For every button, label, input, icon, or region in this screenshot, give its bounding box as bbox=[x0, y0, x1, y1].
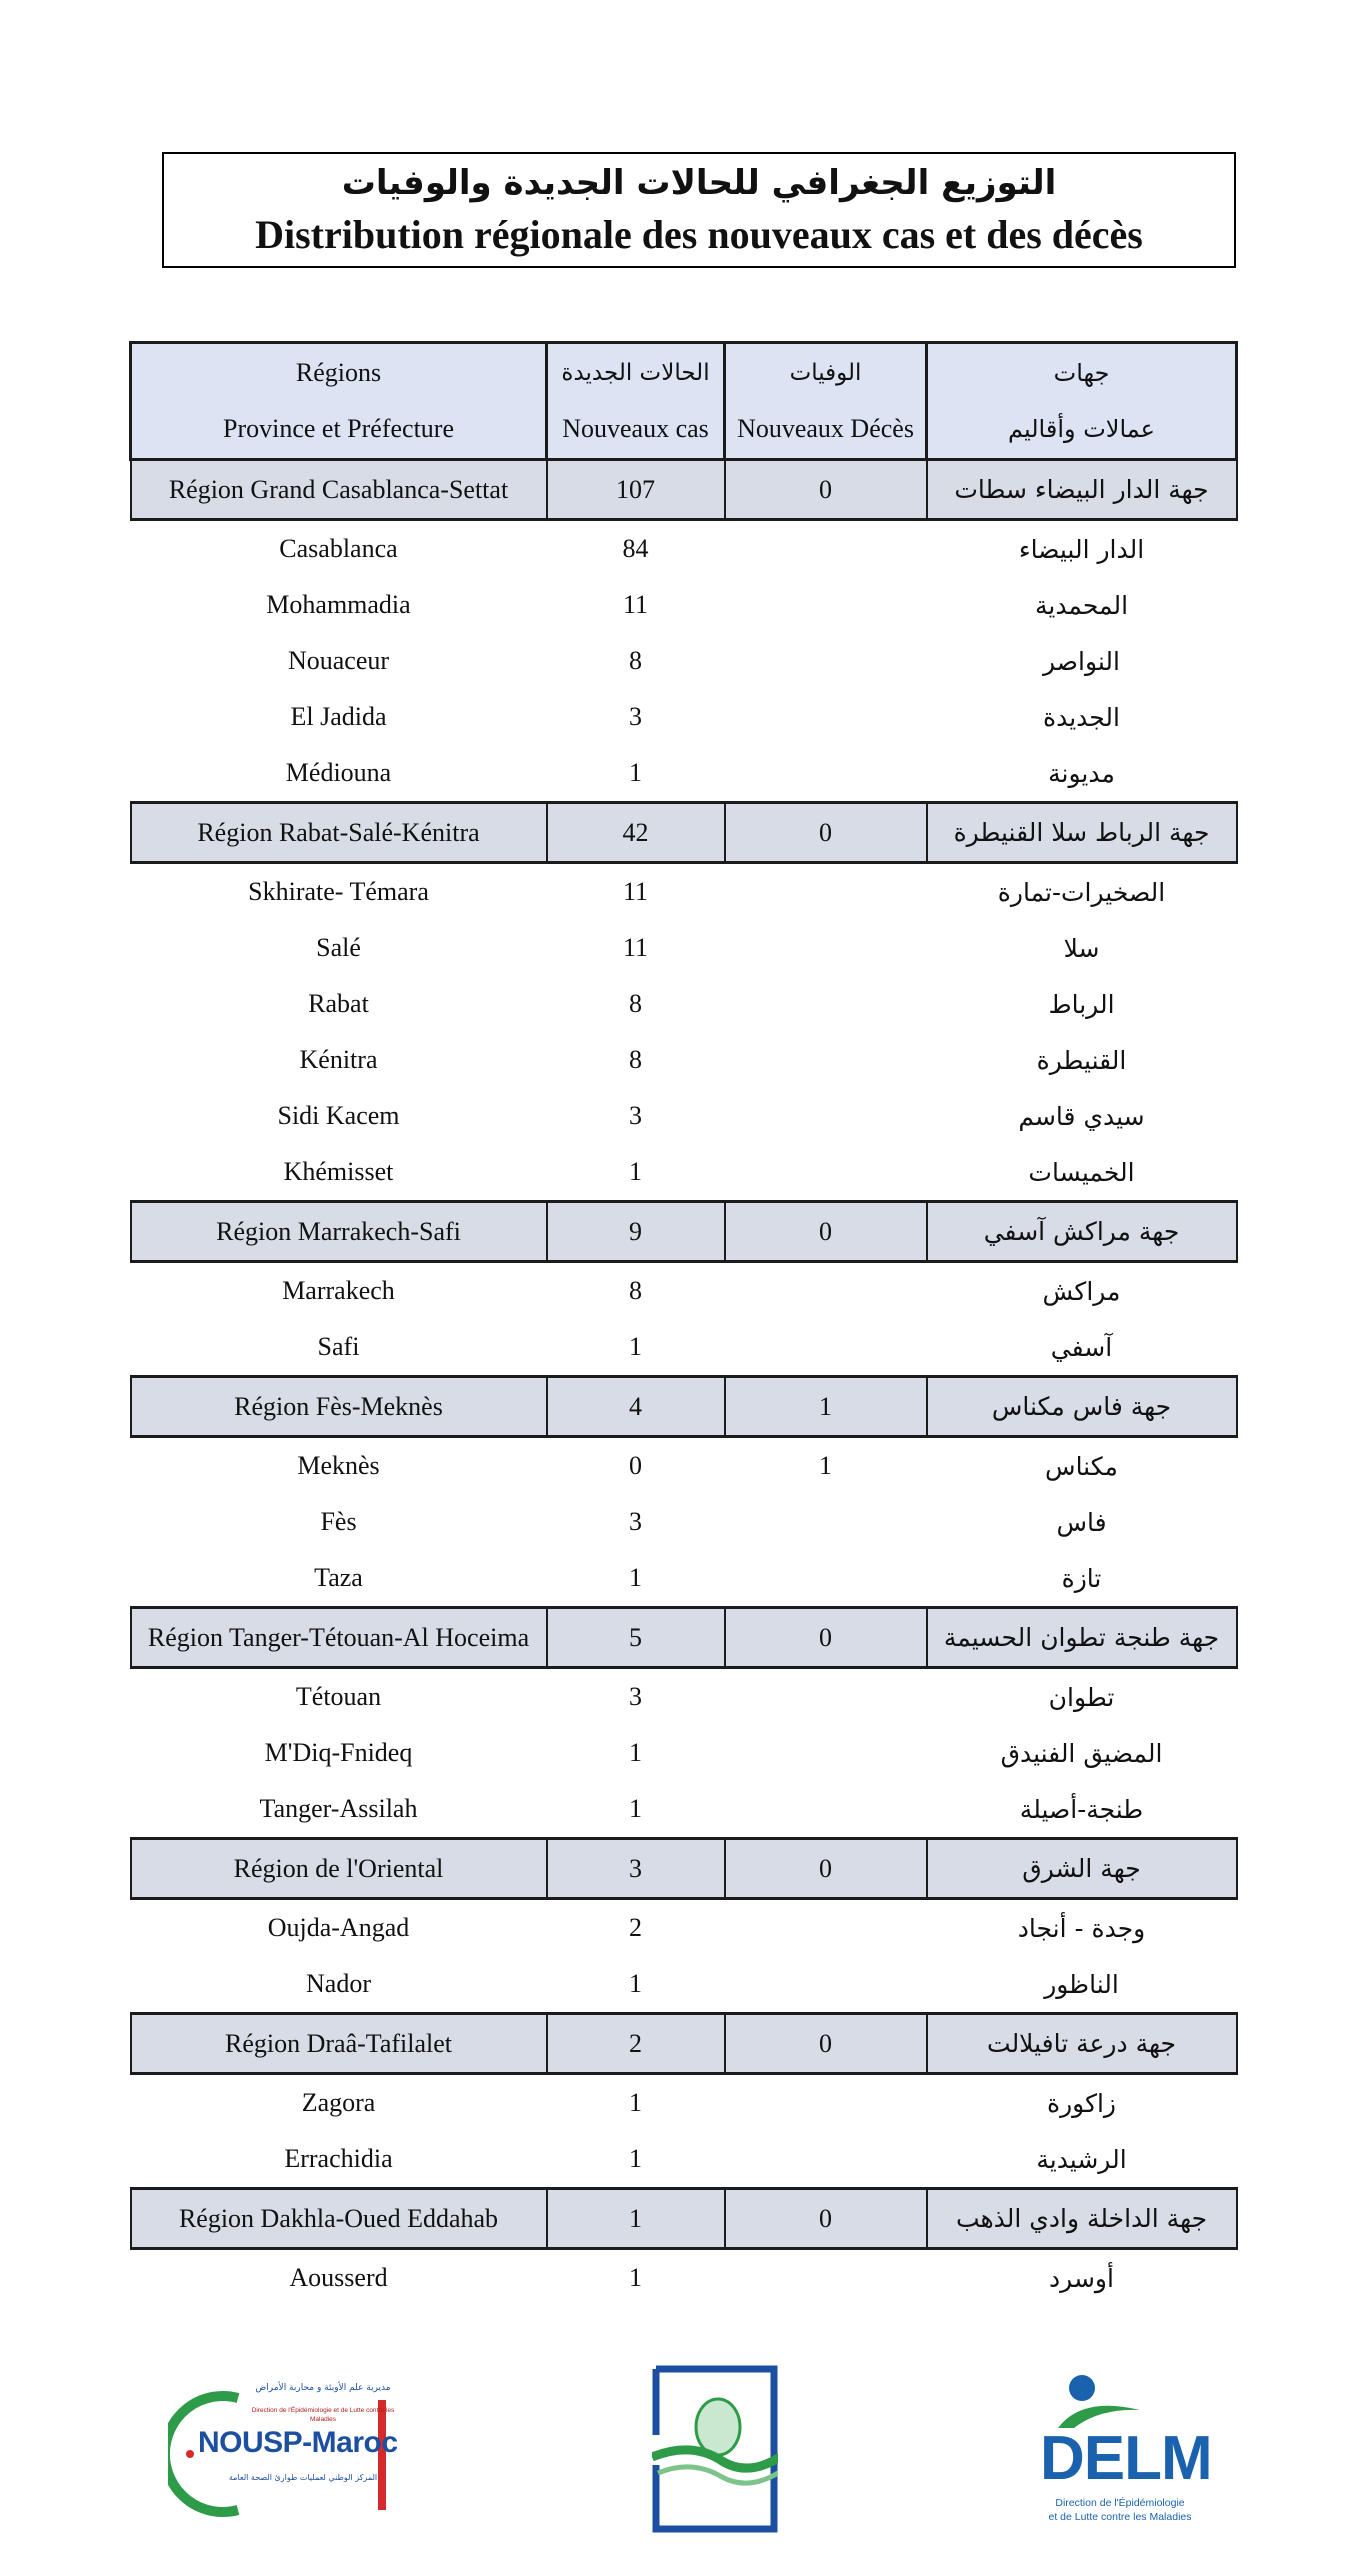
delm-logo bbox=[1030, 2370, 1210, 2540]
region-row bbox=[131, 2014, 1237, 2074]
delm-figure-icon bbox=[1030, 2370, 1210, 2430]
ministry-emblem-logo bbox=[652, 2365, 778, 2533]
cell-new-deaths bbox=[725, 2249, 927, 2307]
cell-new-deaths: 0 bbox=[725, 2014, 927, 2074]
cell-name-ar: القنيطرة bbox=[1036, 1045, 1127, 1075]
cell-new-cases: 8 bbox=[629, 989, 642, 1018]
cell-new-deaths: 0 bbox=[725, 1202, 927, 1262]
cell-new-cases: 42 bbox=[547, 803, 725, 863]
cell-name-ar: تطوان bbox=[1048, 1682, 1115, 1712]
cell-name-ar: جهة درعة تافيلالت bbox=[927, 2014, 1237, 2074]
cell-name-ar: المضيق الفنيدق bbox=[1000, 1738, 1163, 1768]
region-row bbox=[131, 1608, 1237, 1668]
table-row bbox=[131, 1319, 1237, 1377]
cell-name-fr: Aousserd bbox=[289, 2263, 388, 2292]
cell-name-ar: الخميسات bbox=[1028, 1157, 1135, 1187]
cell-name-fr: Nouaceur bbox=[287, 646, 390, 675]
cell-name-ar: فاس bbox=[1056, 1507, 1107, 1537]
cell-new-deaths bbox=[725, 1032, 927, 1088]
cell-new-deaths bbox=[725, 1550, 927, 1608]
cell-new-cases: 1 bbox=[629, 2088, 642, 2117]
cell-new-deaths bbox=[725, 1319, 927, 1377]
cell-name-ar: الرشيدية bbox=[1036, 2144, 1127, 2174]
cell-new-deaths bbox=[725, 2131, 927, 2189]
cell-new-deaths bbox=[725, 1899, 927, 1957]
cell-new-cases: 8 bbox=[629, 1276, 642, 1305]
cell-name-ar: سيدي قاسم bbox=[1018, 1101, 1145, 1131]
cell-new-deaths bbox=[725, 920, 927, 976]
cell-name-ar: مديونة bbox=[1048, 758, 1115, 788]
cell-new-cases: 1 bbox=[629, 2144, 642, 2173]
cell-name-fr: Nador bbox=[306, 1969, 371, 1998]
table-row bbox=[131, 1725, 1237, 1781]
table-row bbox=[131, 1262, 1237, 1320]
cell-new-cases: 5 bbox=[547, 1608, 725, 1668]
nousp-name: NOUSP-Maroc bbox=[198, 2426, 398, 2459]
cell-name-fr: El Jadida bbox=[290, 702, 387, 731]
table-row bbox=[131, 520, 1237, 578]
header-new-deaths: الوفيات Nouveaux Décès bbox=[725, 343, 927, 460]
cell-new-cases: 84 bbox=[622, 534, 649, 563]
cell-name-ar: المحمدية bbox=[1034, 590, 1129, 620]
table-row bbox=[131, 1494, 1237, 1550]
delm-name: DELM bbox=[1040, 2424, 1212, 2493]
cell-name-ar: جهة الداخلة وادي الذهب bbox=[927, 2189, 1237, 2249]
table-row bbox=[131, 1668, 1237, 1726]
cell-new-deaths bbox=[725, 1262, 927, 1320]
table-row bbox=[131, 1781, 1237, 1839]
cell-name-ar: جهة مراكش آسفي bbox=[927, 1202, 1237, 1262]
cell-name-ar: مكناس bbox=[1045, 1451, 1118, 1481]
title-french: Distribution régionale des nouveaux cas et des décès bbox=[255, 212, 1143, 257]
cell-new-cases: 1 bbox=[629, 1332, 642, 1361]
cell-new-cases: 1 bbox=[547, 2189, 725, 2249]
cell-new-deaths bbox=[725, 2074, 927, 2132]
cell-name-ar: وجدة - أنجاد bbox=[1017, 1913, 1146, 1943]
cell-new-cases: 1 bbox=[629, 1969, 642, 1998]
cell-name-ar: الرباط bbox=[1048, 989, 1115, 1019]
cell-name-fr: Région Rabat-Salé-Kénitra bbox=[131, 803, 547, 863]
cell-new-cases: 3 bbox=[629, 702, 642, 731]
cell-new-cases: 2 bbox=[629, 1913, 642, 1942]
cell-new-cases: 8 bbox=[629, 646, 642, 675]
table-row bbox=[131, 2074, 1237, 2132]
cell-new-deaths: 1 bbox=[819, 1451, 832, 1480]
cell-new-deaths: 0 bbox=[725, 803, 927, 863]
cell-name-fr: Taza bbox=[314, 1563, 363, 1592]
table-row bbox=[131, 1088, 1237, 1144]
cell-name-fr: Région de l'Oriental bbox=[131, 1839, 547, 1899]
cell-new-deaths bbox=[725, 1956, 927, 2014]
cell-name-fr: Salé bbox=[316, 933, 361, 962]
cell-new-cases: 107 bbox=[547, 460, 725, 520]
cell-new-cases: 3 bbox=[629, 1682, 642, 1711]
cell-new-deaths bbox=[725, 633, 927, 689]
cell-new-cases: 1 bbox=[629, 758, 642, 787]
table-row bbox=[131, 920, 1237, 976]
cell-new-deaths bbox=[725, 1781, 927, 1839]
cell-name-fr: Fès bbox=[320, 1507, 357, 1536]
cell-new-deaths: 0 bbox=[725, 2189, 927, 2249]
cell-new-deaths bbox=[725, 863, 927, 921]
delm-subtitle: Direction de l'Épidémiologie et de Lutte contre les Maladies bbox=[1048, 2497, 1192, 2523]
cell-new-deaths bbox=[725, 577, 927, 633]
ministry-emblem-icon bbox=[652, 2365, 778, 2533]
cell-new-cases: 2 bbox=[547, 2014, 725, 2074]
cell-name-ar: جهة الدار البيضاء سطات bbox=[927, 460, 1237, 520]
table-row bbox=[131, 577, 1237, 633]
cell-name-fr: Région Grand Casablanca-Settat bbox=[131, 460, 547, 520]
cell-name-fr: Sidi Kacem bbox=[277, 1101, 400, 1130]
cell-name-fr: Oujda-Angad bbox=[267, 1913, 410, 1942]
cell-name-ar: جهة فاس مكناس bbox=[927, 1377, 1237, 1437]
cell-name-ar: تازة bbox=[1061, 1563, 1102, 1593]
cell-name-fr: Marrakech bbox=[282, 1276, 395, 1305]
cell-name-fr: Région Dakhla-Oued Eddahab bbox=[131, 2189, 547, 2249]
cell-name-ar: جهة الشرق bbox=[927, 1839, 1237, 1899]
cell-name-ar: زاكورة bbox=[1046, 2088, 1116, 2118]
table-row bbox=[131, 689, 1237, 745]
header-new-cases: الحالات الجديدة Nouveaux cas bbox=[547, 343, 725, 460]
cell-name-fr: Rabat bbox=[308, 989, 369, 1018]
cell-new-deaths bbox=[725, 745, 927, 803]
cell-new-cases: 3 bbox=[629, 1101, 642, 1130]
table-row bbox=[131, 2131, 1237, 2189]
cell-name-fr: Meknès bbox=[297, 1451, 380, 1480]
header-regions-ar: جهات عمالات وأقاليم bbox=[927, 343, 1237, 460]
cell-new-deaths: 0 bbox=[725, 1839, 927, 1899]
cell-new-cases: 1 bbox=[629, 1563, 642, 1592]
cell-name-fr: Safi bbox=[317, 1332, 360, 1361]
cell-name-fr: Kénitra bbox=[299, 1045, 378, 1074]
table-row bbox=[131, 1144, 1237, 1202]
cell-name-ar: الجديدة bbox=[1042, 702, 1120, 732]
nousp-maroc-logo: مديرية علم الأوبئة و محاربة الأمراض Direction de l'Épidémiologie et de Lutte contre les Maladies NOUSP-Maroc المركز الوطني لعمليات طوارئ الصحة العامة bbox=[168, 2380, 398, 2520]
cell-name-fr: Mohammadia bbox=[266, 590, 411, 619]
region-row bbox=[131, 1377, 1237, 1437]
cell-name-fr: Tétouan bbox=[295, 1682, 382, 1711]
region-row bbox=[131, 1202, 1237, 1262]
cell-name-fr: Errachidia bbox=[284, 2144, 393, 2173]
cell-name-fr: Région Marrakech-Safi bbox=[131, 1202, 547, 1262]
region-row bbox=[131, 460, 1237, 520]
cell-name-fr: Zagora bbox=[301, 2088, 376, 2117]
cell-name-ar: الناظور bbox=[1044, 1969, 1119, 1999]
cell-new-deaths bbox=[725, 1494, 927, 1550]
region-row bbox=[131, 2189, 1237, 2249]
table-row bbox=[131, 863, 1237, 921]
cell-name-ar: سلا bbox=[1063, 933, 1100, 963]
cell-name-ar: الصخيرات-تمارة bbox=[997, 877, 1166, 907]
cell-name-ar: النواصر bbox=[1043, 646, 1120, 676]
cell-name-fr: Tanger-Assilah bbox=[259, 1794, 418, 1823]
cell-name-ar: جهة الرباط سلا القنيطرة bbox=[927, 803, 1237, 863]
cell-name-ar: أوسرد bbox=[1049, 2263, 1114, 2293]
title-arabic: التوزيع الجغرافي للحالات الجديدة والوفيات bbox=[341, 163, 1057, 203]
cell-name-ar: جهة طنجة تطوان الحسيمة bbox=[927, 1608, 1237, 1668]
region-row bbox=[131, 803, 1237, 863]
cell-new-deaths bbox=[725, 1725, 927, 1781]
cell-new-cases: 1 bbox=[629, 1157, 642, 1186]
cell-new-cases: 0 bbox=[629, 1451, 642, 1480]
cell-new-deaths: 0 bbox=[725, 460, 927, 520]
distribution-table bbox=[129, 341, 1238, 2306]
cell-name-fr: Région Tanger-Tétouan-Al Hoceima bbox=[131, 1608, 547, 1668]
table-row bbox=[131, 1899, 1237, 1957]
region-row bbox=[131, 1839, 1237, 1899]
cell-name-ar: طنجة-أصيلة bbox=[1019, 1794, 1144, 1824]
cell-name-fr: Région Fès-Meknès bbox=[131, 1377, 547, 1437]
cell-name-fr: Khémisset bbox=[283, 1157, 394, 1186]
table-row bbox=[131, 1550, 1237, 1608]
table-header bbox=[131, 343, 1237, 460]
cell-name-ar: مراكش bbox=[1042, 1276, 1121, 1306]
cell-new-deaths bbox=[725, 976, 927, 1032]
cell-new-cases: 1 bbox=[629, 1738, 642, 1767]
cell-name-fr: Médiouna bbox=[285, 758, 392, 787]
cell-new-cases: 11 bbox=[622, 933, 649, 962]
cell-new-deaths bbox=[725, 520, 927, 578]
cell-new-cases: 1 bbox=[629, 1794, 642, 1823]
cell-new-cases: 3 bbox=[547, 1839, 725, 1899]
header-regions-fr: Régions Province et Préfecture bbox=[131, 343, 547, 460]
table-row bbox=[131, 2249, 1237, 2307]
table-row bbox=[131, 1956, 1237, 2014]
cell-new-cases: 11 bbox=[622, 590, 649, 619]
cell-new-deaths bbox=[725, 1088, 927, 1144]
cell-new-deaths bbox=[725, 689, 927, 745]
title-box bbox=[162, 152, 1236, 268]
table-row bbox=[131, 633, 1237, 689]
table-row bbox=[131, 976, 1237, 1032]
cell-name-ar: الدار البيضاء bbox=[1018, 534, 1145, 564]
cell-name-fr: M'Diq-Fnideq bbox=[264, 1738, 413, 1767]
cell-name-fr: Région Draâ-Tafilalet bbox=[131, 2014, 547, 2074]
cell-name-ar: آسفي bbox=[1050, 1332, 1113, 1362]
cell-new-cases: 3 bbox=[629, 1507, 642, 1536]
cell-new-cases: 9 bbox=[547, 1202, 725, 1262]
cell-new-deaths: 1 bbox=[725, 1377, 927, 1437]
cell-new-cases: 11 bbox=[622, 877, 649, 906]
cell-new-cases: 1 bbox=[629, 2263, 642, 2292]
cell-new-deaths bbox=[725, 1144, 927, 1202]
table-row bbox=[131, 1032, 1237, 1088]
cell-new-deaths bbox=[725, 1668, 927, 1726]
cell-name-fr: Skhirate- Témara bbox=[248, 877, 429, 906]
table-row bbox=[131, 745, 1237, 803]
cell-new-cases: 4 bbox=[547, 1377, 725, 1437]
table-row bbox=[131, 1437, 1237, 1495]
cell-new-deaths: 0 bbox=[725, 1608, 927, 1668]
cell-new-cases: 8 bbox=[629, 1045, 642, 1074]
cell-name-fr: Casablanca bbox=[279, 534, 398, 563]
